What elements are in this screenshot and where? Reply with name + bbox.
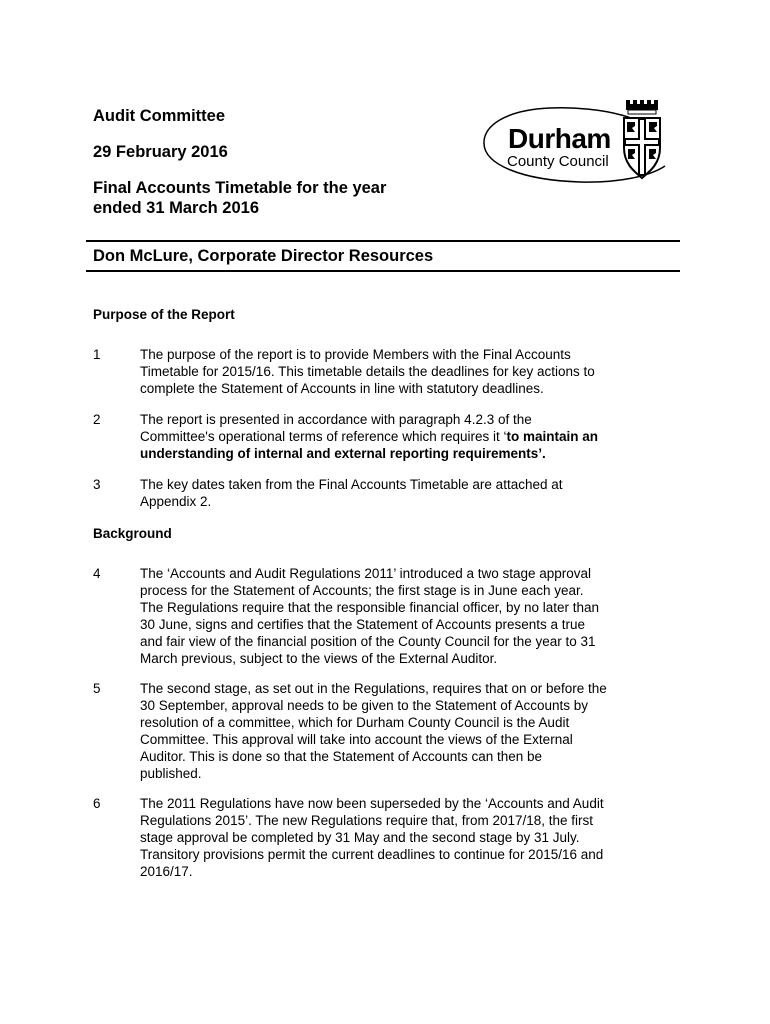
- paragraph-3: [93, 477, 683, 511]
- bold-quote: understanding of internal and external reporting requirements’.: [140, 445, 546, 461]
- text-line: 30 June, signs and certifies that the Statement of Accounts presents a true: [140, 616, 586, 632]
- divider-top: [86, 240, 680, 242]
- paragraph-6: [93, 796, 683, 881]
- paragraph-5: [93, 681, 683, 782]
- text-line: Regulations 2015’. The new Regulations require that, from 2017/18, the first: [140, 812, 594, 828]
- meeting-date: 29 February 2016: [93, 143, 228, 161]
- text-line: and fair view of the financial position of the County Council for the year to 31: [140, 633, 596, 649]
- paragraph-2: [93, 412, 683, 463]
- text-line: The purpose of the report is to provide Members with the Final Accounts: [140, 347, 571, 362]
- durham-county-council-logo: [480, 98, 680, 190]
- logo-subtitle: County Council: [507, 153, 609, 170]
- paragraph-number: 1: [93, 347, 101, 362]
- section-heading-purpose: Purpose of the Report: [93, 307, 235, 322]
- text-line: resolution of a committee, which for Durham County Council is the Audit: [140, 714, 570, 730]
- text-line: Auditor. This is done so that the Statement of Accounts can then be: [140, 748, 543, 764]
- text-line: Timetable for 2015/16. This timetable details the deadlines for key actions to: [140, 363, 595, 379]
- paragraph-number: 2: [93, 412, 101, 427]
- report-title-line-2: ended 31 March 2016: [93, 199, 259, 217]
- text-line: process for the Statement of Accounts; the first stage is in June each year.: [140, 582, 584, 598]
- paragraph-text: [140, 681, 683, 782]
- paragraph-text: [140, 566, 683, 667]
- paragraph-number: 3: [93, 477, 101, 492]
- text-line: The 2011 Regulations have now been superseded by the ‘Accounts and Audit: [140, 796, 604, 811]
- report-title-line-1: Final Accounts Timetable for the year: [93, 179, 387, 197]
- text-line: The key dates taken from the Final Accounts Timetable are attached at: [140, 477, 563, 492]
- paragraph-number: 6: [93, 796, 101, 811]
- text-line: 2016/17.: [140, 863, 193, 879]
- text-line: stage approval be completed by 31 May and the second stage by 31 July.: [140, 829, 580, 845]
- text-line: The Regulations require that the responsible financial officer, by no later than: [140, 599, 600, 615]
- divider-bottom: [86, 270, 680, 272]
- section-heading-background: Background: [93, 526, 172, 541]
- text-line: Committee. This approval will take into account the views of the External: [140, 731, 573, 747]
- bold-quote: to maintain an: [506, 428, 598, 444]
- text-line: 30 September, approval needs to be given to the Statement of Accounts by: [140, 697, 589, 713]
- paragraph-number: 4: [93, 566, 101, 581]
- paragraph-text: [140, 412, 683, 463]
- paragraph-text: [140, 347, 683, 398]
- paragraph-number: 5: [93, 681, 101, 696]
- paragraph-1: [93, 347, 683, 398]
- logo-wordmark: Durham: [508, 123, 611, 154]
- text-line: March previous, subject to the views of the External Auditor.: [140, 650, 498, 666]
- committee-name: Audit Committee: [93, 107, 225, 125]
- report-author: Don McLure, Corporate Director Resources: [93, 247, 434, 265]
- paragraph-text: [140, 477, 683, 511]
- report-title: [93, 178, 453, 218]
- text-line: Transitory provisions permit the current deadlines to continue for 2015/16 and: [140, 846, 604, 862]
- text-line: Committee's operational terms of reference which requires it ‘: [140, 428, 507, 444]
- text-line: The ‘Accounts and Audit Regulations 2011’ introduced a two stage approval: [140, 566, 592, 581]
- text-line: Appendix 2.: [140, 493, 212, 509]
- text-line: The second stage, as set out in the Regulations, requires that on or before the: [140, 681, 607, 696]
- paragraph-4: [93, 566, 683, 667]
- paragraph-text: [140, 796, 683, 881]
- text-line: complete the Statement of Accounts in line with statutory deadlines.: [140, 380, 544, 396]
- text-line: The report is presented in accordance with paragraph 4.2.3 of the: [140, 412, 532, 427]
- text-line: published.: [140, 765, 202, 781]
